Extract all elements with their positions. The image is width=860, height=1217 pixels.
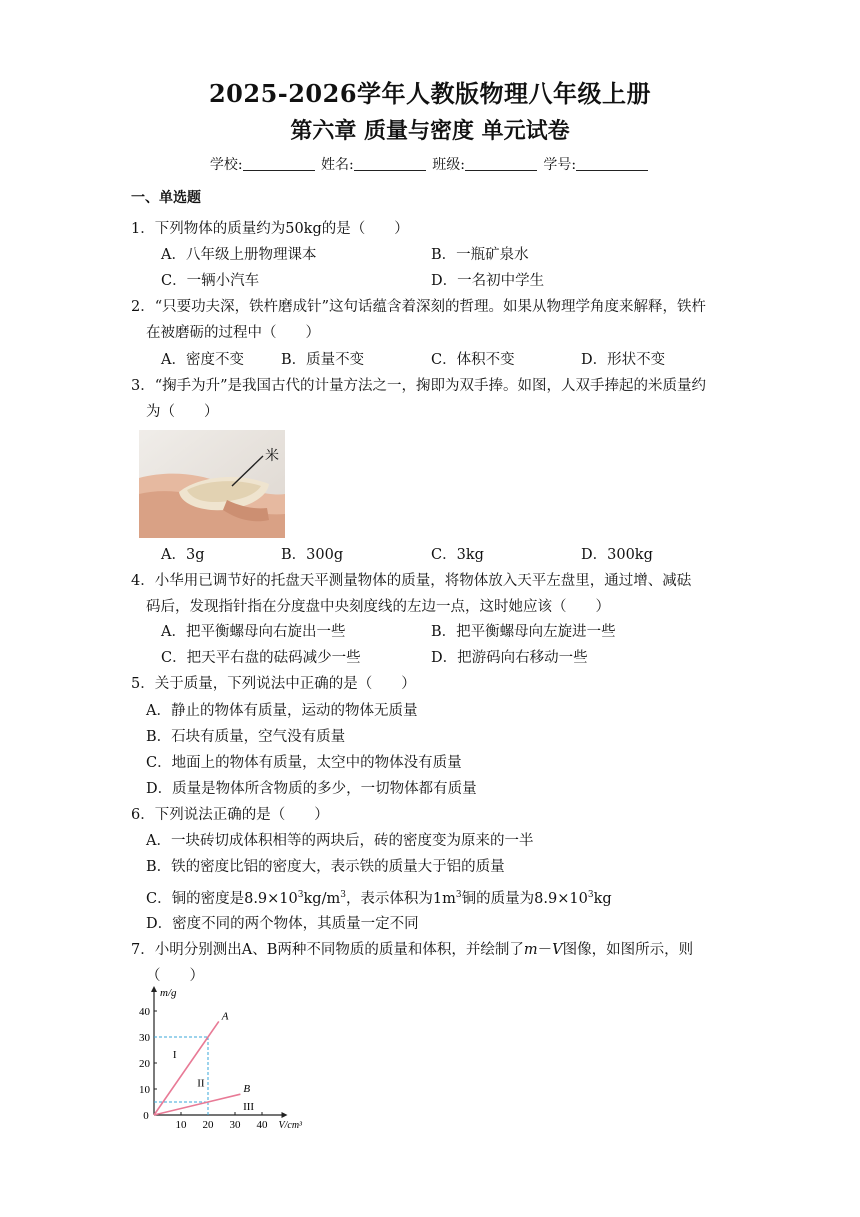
q6-option-c[interactable] [146,885,612,909]
name-blank[interactable] [354,156,426,171]
q7-var-m: m [523,942,538,958]
q6c-exp3: 3 [455,890,462,900]
q1-stem: 1．下列物体的质量约为50kg的是（ ） [131,221,409,237]
q2-option-a[interactable]: A．密度不变 [161,352,244,368]
q4-option-b[interactable]: B．把平衡螺母向左旋进一些 [431,624,616,640]
x-tick-label: 30 [229,1119,241,1130]
y-axis-arrow [151,986,157,992]
worksheet-title: 2025-2026学年人教版物理八年级上册 [208,79,652,108]
q6-option-b[interactable]: B．铁的密度比铝的密度大，表示铁的质量大于铝的质量 [146,859,505,875]
x-axis-label: V/cm³ [278,1120,303,1130]
q6c-exp2: 3 [340,890,346,900]
q5-stem: 5．关于质量，下列说法中正确的是（ ） [131,676,416,692]
q3-stem-line1: 3．“掬手为升”是我国古代的计量方法之一，掬即为双手捧。如图，人双手捧起的米质量约 [131,378,707,394]
q6-stem: 6．下列说法正确的是（ ） [131,807,329,823]
region-label-2: II [197,1077,205,1090]
region-label-1: I [172,1048,177,1061]
student-id-label: 学号: [543,157,577,173]
x-tick-label: 10 [175,1119,187,1130]
q1-option-b[interactable]: B．一瓶矿泉水 [431,247,529,263]
region-label-3: III [243,1100,255,1113]
q1-option-c[interactable]: C．一辆小汽车 [161,273,260,289]
q7-var-v: V [552,942,563,958]
series-label-b: B [243,1083,251,1096]
q3-option-c[interactable]: C．3kg [431,547,484,563]
q3-option-a[interactable]: A．3g [161,547,205,563]
x-tick-label: 20 [202,1119,214,1130]
q6c-exp1: 3 [297,890,304,900]
q6c-part2: kg/m [303,891,341,907]
rice-hands-figure [139,430,285,538]
q6c-part4: 铜的质量为8.9×10 [461,891,588,907]
q7-stem-line1 [131,940,693,960]
q6-option-a[interactable]: A．一块砖切成体积相等的两块后，砖的密度变为原来的一半 [146,833,534,849]
q3-stem-line2: 为（ ） [146,404,219,420]
q2-stem-line1: 2．“只要功夫深，铁杵磨成针”这句话蕴含着深刻的哲理。如果从物理学角度来解释，铁杵 [131,299,707,315]
q5-option-c[interactable]: C．地面上的物体有质量，太空中的物体没有质量 [146,755,462,771]
y-tick-label: 30 [139,1032,150,1044]
q5-option-b[interactable]: B．石块有质量，空气没有质量 [146,729,346,745]
x-tick-label: 40 [256,1119,268,1130]
q4-stem-line2: 码后，发现指针指在分度盘中央刻度线的左边一点，这时她应该（ ） [146,599,610,615]
section-title: 一、单选题 [131,190,201,206]
mv-graph [130,985,320,1134]
student-id-blank[interactable] [576,156,648,171]
q2-option-d[interactable]: D．形状不变 [581,352,666,368]
q6c-part5: kg [593,891,612,907]
q1-option-d[interactable]: D．一名初中学生 [431,273,545,289]
rice-hands-illustration [139,430,285,538]
y-axis-label: m/g [160,987,177,999]
q1-option-a[interactable]: A．八年级上册物理课本 [161,247,317,263]
q6c-part3: ，表示体积为1m [345,891,456,907]
mv-graph-svg [130,985,320,1130]
q4-option-a[interactable]: A．把平衡螺母向右旋出一些 [161,624,346,640]
class-blank[interactable] [465,156,537,171]
q7-dash: － [537,942,553,958]
y-tick-label: 10 [139,1084,150,1096]
rice-label: 米 [265,448,279,464]
q6-option-d[interactable]: D．密度不同的两个物体，其质量一定不同 [146,916,419,932]
q5-option-d[interactable]: D．质量是物体所含物质的多少，一切物体都有质量 [146,781,477,797]
q2-option-c[interactable]: C．体积不变 [431,352,515,368]
q3-option-d[interactable]: D．300kg [581,547,653,563]
q6c-part1: C．铜的密度是8.9×10 [146,891,298,907]
q7-stem-part1: 7．小明分别测出A、B两种不同物质的质量和体积，并绘制了 [131,942,524,958]
school-label: 学校: [209,157,243,173]
q4-stem-line1: 4．小华用已调节好的托盘天平测量物体的质量，将物体放入天平左盘里，通过增、减砝 [131,573,692,589]
q7-stem-part2: 图像，如图所示，则 [562,942,694,958]
q2-option-b[interactable]: B．质量不变 [281,352,365,368]
q4-option-c[interactable]: C．把天平右盘的砝码减少一些 [161,650,361,666]
origin-label: 0 [143,1110,149,1122]
name-label: 姓名: [321,157,354,173]
school-blank[interactable] [243,156,315,171]
q7-stem-line2: （ ） [146,968,204,984]
x-axis-arrow [282,1112,288,1118]
y-tick-label: 20 [139,1058,150,1070]
q6c-exp4: 3 [587,890,594,900]
chapter-title: 第六章 质量与密度 单元试卷 [290,118,570,144]
q5-option-a[interactable]: A．静止的物体有质量，运动的物体无质量 [146,703,418,719]
q4-option-d[interactable]: D．把游码向右移动一些 [431,650,588,666]
y-tick-label: 40 [139,1006,150,1018]
q3-option-b[interactable]: B．300g [281,547,344,563]
class-label: 班级: [432,157,465,173]
series-label-a: A [221,1010,229,1023]
q2-stem-line2: 在被磨砺的过程中（ ） [146,325,320,341]
student-info-row [0,154,860,174]
